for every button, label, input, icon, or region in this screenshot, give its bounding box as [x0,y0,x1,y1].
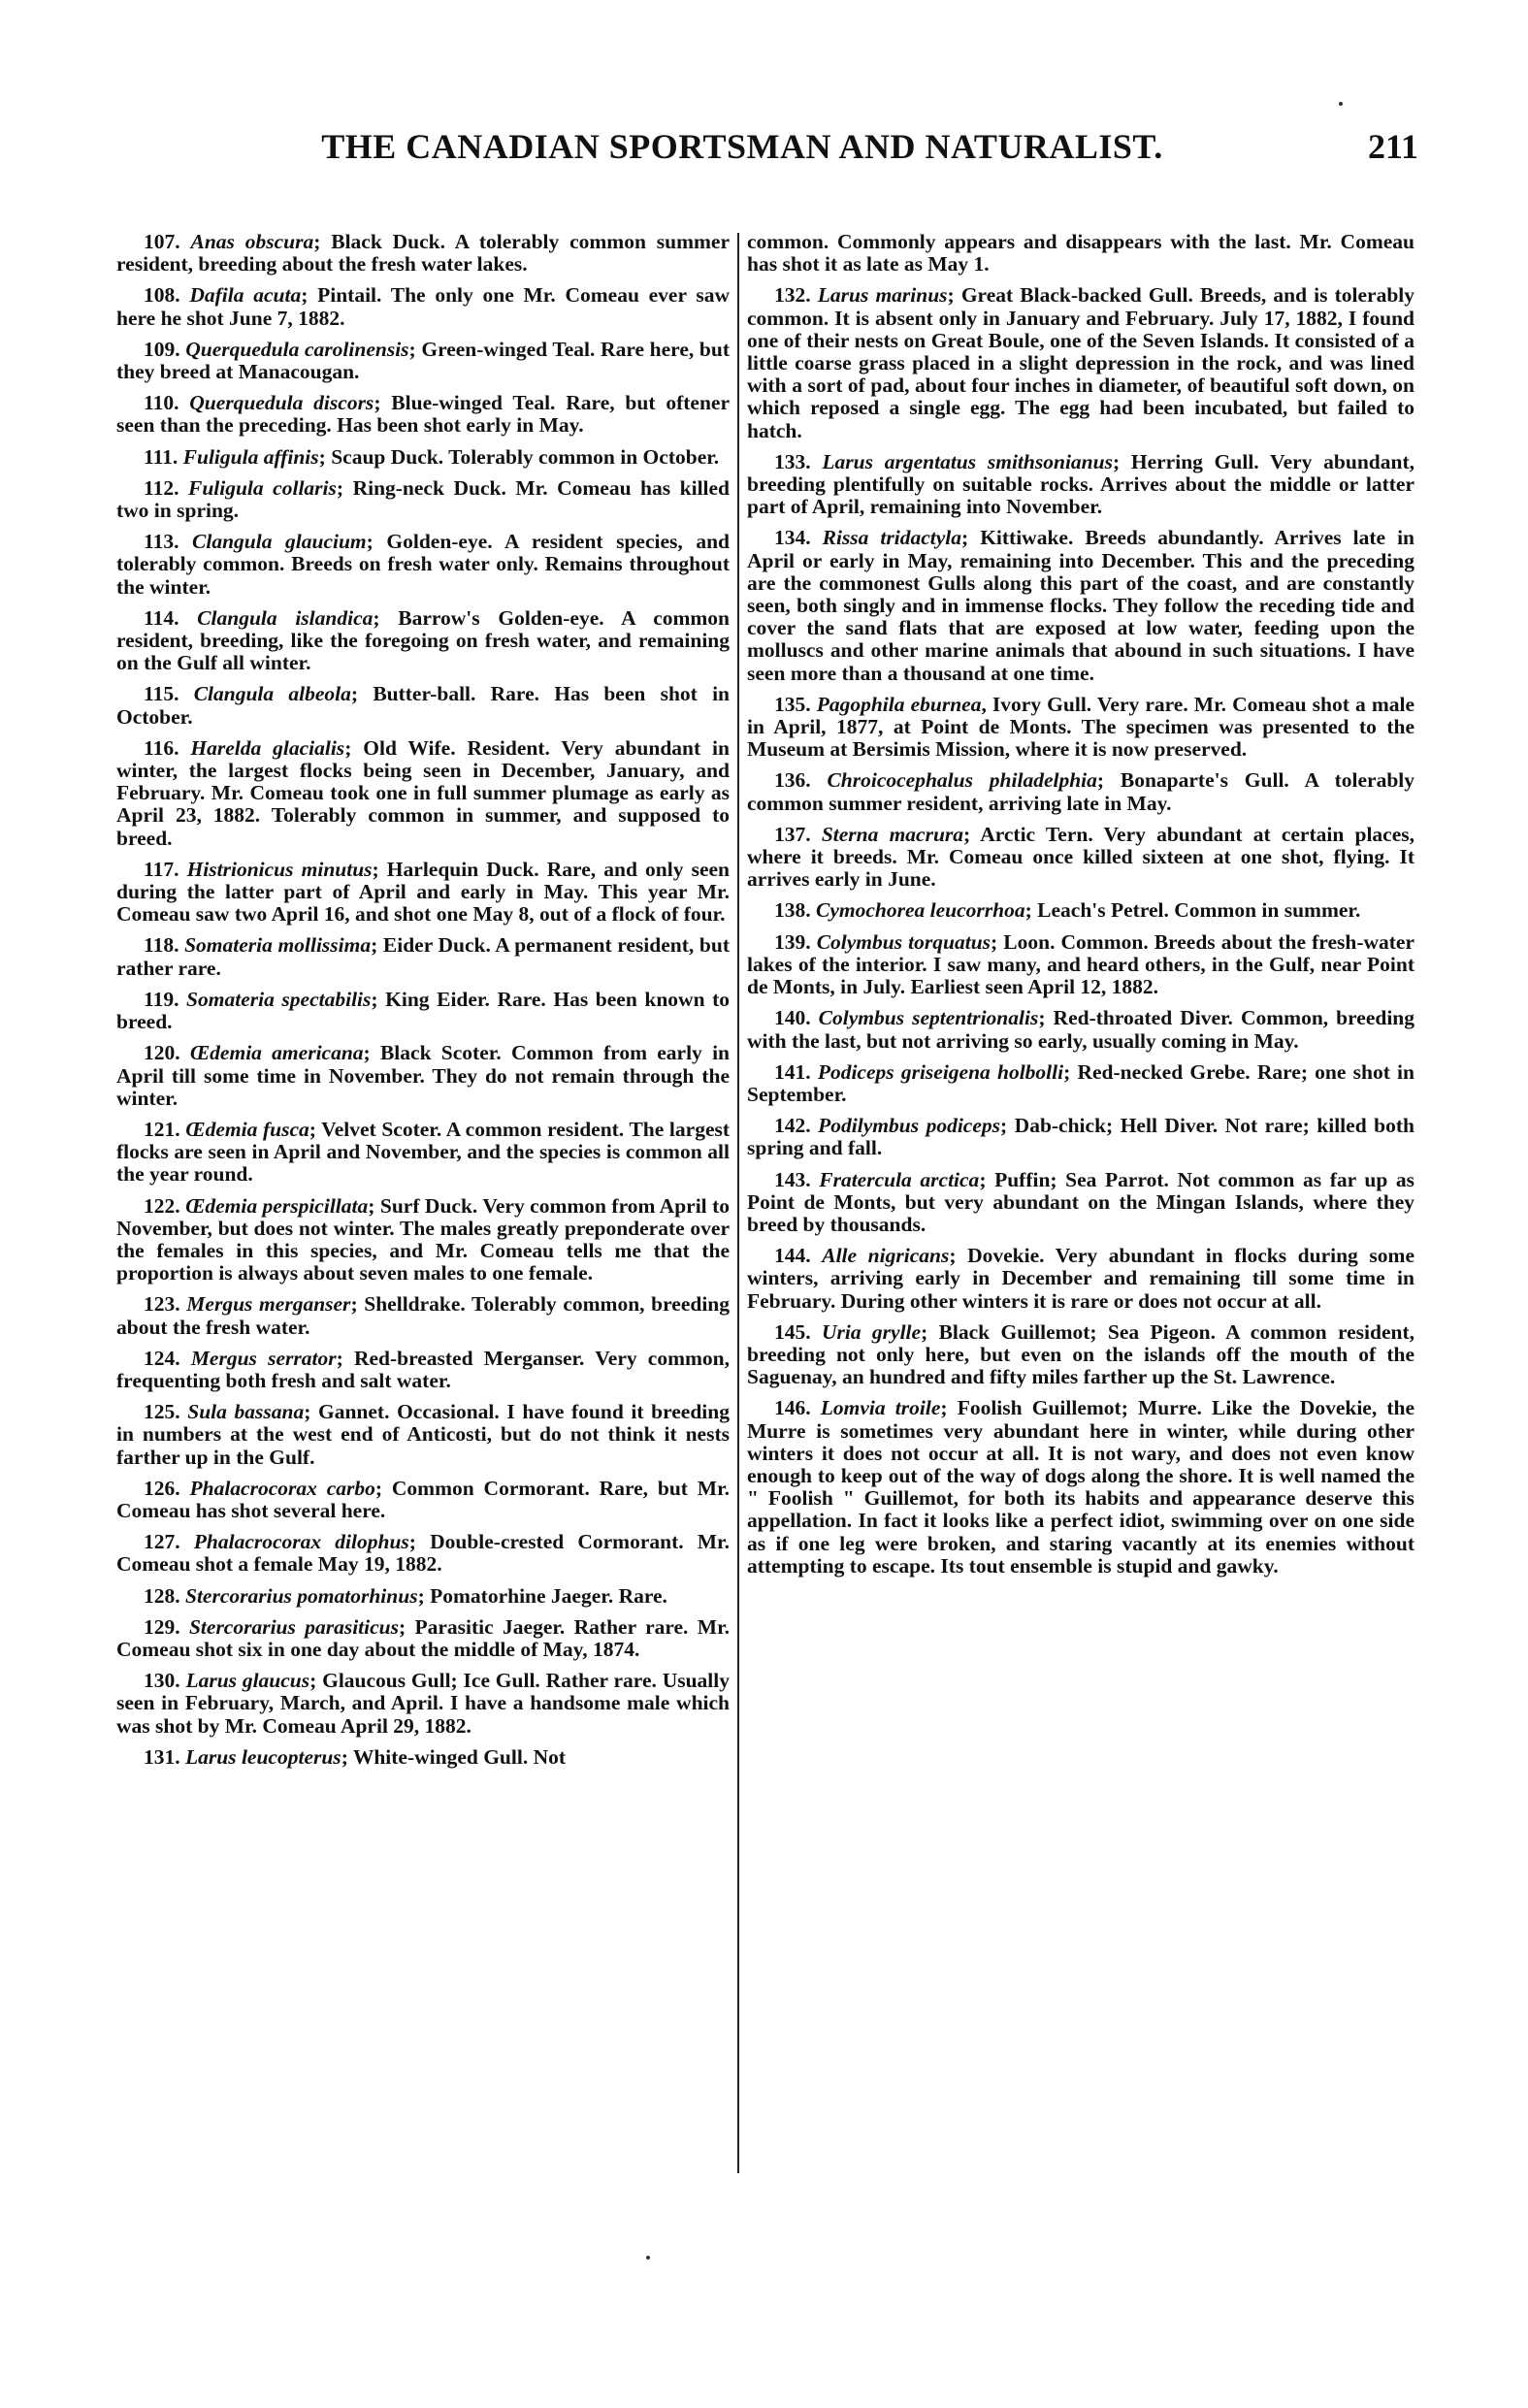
entry-number: 123. [144,1292,180,1317]
entry-text: ; Harlequin Duck. Rare, and only seen during the latter part of April and early in May. This year Mr. Comeau saw two April 16, and shot one May 8, out of a flock of four. [116,857,730,927]
species-entry [747,931,1414,999]
entry-number: 128. [144,1583,180,1608]
entry-number: 109. [144,337,180,361]
species-entry [116,1119,730,1187]
entry-number: 137. [774,822,811,846]
entry-text: ; Eider Duck. A permanent resident, but rather rare. [116,933,730,980]
species-name: Phalacrocorax dilophus [193,1530,409,1554]
entry-text: common. Commonly appears and disappears with the last. Mr. Comeau has shot it as late as May 1. [747,230,1414,277]
print-speck [646,2256,650,2260]
entry-text: ; Foolish Guillemot; Murre. Like the Dovekie, the Murre is sometimes very abundant here in winter, while during other winters it does not occur at all. It is not wary, and does not even know enough to keep out of the way of dogs along the shore. It is well named the " Foolish " Guillemot, for both its habits and appearance deserve this appellation. In fact it looks like a perfect idiot, swimming over on one side as if one leg were broken, and staring vacantly at its enemies without attempting to escape. Its tout ensemble is stupid and gawky. [747,1396,1415,1578]
entry-text: ; Red-throated Diver. Common, breeding with the last, but not arriving so early, usually coming in May. [747,1006,1415,1053]
entry-number: 134. [774,526,811,550]
species-entry [747,1115,1414,1159]
species-entry [116,1293,730,1338]
entry-text: ; Dovekie. Very abundant in flocks during some winters, arriving early in December and remaining till some time in February. During other winters it is rare or does not occur at all. [747,1244,1414,1313]
species-name: Mergus serrator [190,1346,337,1370]
species-name: Colymbus torquatus [816,929,992,954]
entry-number: 116. [144,735,179,760]
entry-text: ; Pintail. The only one Mr. Comeau ever saw here he shot June 7, 1882. [116,283,731,330]
species-name: Sterna macrura [821,822,964,846]
species-entry [116,934,730,979]
entry-number: 136. [774,768,811,793]
species-name: Podiceps griseigena holbolli [817,1059,1064,1084]
species-entry [116,531,730,599]
species-entry [116,446,730,469]
species-name: Fuligula collaris [187,475,337,500]
entry-text: ; Leach's Petrel. Common in summer. [1024,898,1361,923]
species-name: Querquedula carolinensis [185,337,409,361]
species-name: Larus argentatus smithsonianus [822,449,1113,473]
entry-text: ; Ring-neck Duck. Mr. Comeau has killed two in spring. [116,475,731,523]
entry-text: ; Arctic Tern. Very abundant at certain places, where it breeds. Mr. Comeau once killed sixteen at one shot, flying. It arrives early in June. [747,822,1414,892]
entry-text: ; Scaup Duck. Tolerably common in October. [318,444,720,469]
species-name: Clangula albeola [193,682,351,706]
entry-text: ; Double-crested Cormorant. Mr. Comeau shot a female May 19, 1882. [116,1530,730,1577]
species-name: Harelda glacialis [190,735,345,760]
species-name: Rissa tridactyla [822,526,962,550]
species-entry [747,527,1414,684]
species-entry [116,231,730,276]
species-name: Histrionicus minutus [186,857,373,881]
right-column [747,231,1414,1586]
entry-text: ; Golden-eye. A resident species, and tolerably common. Breeds on fresh water only. Remains throughout the winter. [116,530,730,599]
entry-text: ; Black Duck. A tolerably common summer resident, breeding about the fresh water lakes. [116,230,731,277]
species-entry [116,1585,730,1608]
species-name: Larus glaucus [185,1669,310,1693]
entry-number: 130. [144,1669,180,1693]
entry-number: 114. [144,605,179,630]
entry-text: ; Velvet Scoter. A common resident. The largest flocks are seen in April and November, and the species is common all the year round. [116,1117,731,1187]
species-name: Somateria mollissima [184,933,372,958]
species-entry [116,683,730,728]
entry-number: 126. [144,1476,180,1500]
species-name: Mergus merganser [186,1292,351,1317]
entry-number: 142. [774,1114,811,1138]
entry-text: ; Loon. Common. Breeds about the fresh-water lakes of the interior. I saw many, and heard others, in the Gulf, near Point de Monts, in July. Earliest seen April 12, 1882. [747,929,1414,999]
entry-text: ; King Eider. Rare. Has been known to breed. [116,987,731,1034]
species-entry [116,1616,730,1661]
entry-number: 108. [144,283,180,308]
species-entry [116,1348,730,1392]
species-entry [116,989,730,1033]
entry-number: 133. [774,449,811,473]
species-entry [747,284,1414,441]
entry-text: ; Great Black-backed Gull. Breeds, and is tolerably common. It is absent only in January and February. July 17, 1882, I found one of their nests on Great Boule, one of the Seven Islands. It consisted of a little coarse grass placed in a slight depression in the rock, and was lined with a sort of pad, about four inches in diameter, of beautiful soft down, on which reposed a single egg. The egg had been incubated, but failed to hatch. [747,283,1415,442]
entry-number: 135. [774,692,811,716]
entry-text: ; Parasitic Jaeger. Rather rare. Mr. Comeau shot six in one day about the middle of May, 1874. [116,1614,731,1661]
species-entry [116,392,730,437]
entry-text: ; Kittiwake. Breeds abundantly. Arrives late in April or early in May, remaining into December. This and the preceding are the commonest Gulls along this part of the coast, and are constantly seen, both singly and in immense flocks. They follow the receding tide and cover the sand flats that are exposed at low water, feeding upon the molluscs and other marine animals that abound in such situations. I have seen more than a thousand at one time. [747,526,1414,685]
species-name: Somateria spectabilis [186,987,372,1011]
species-name: Dafila acuta [189,283,302,308]
species-name: Podilymbus podiceps [818,1114,1000,1138]
species-entry [747,899,1414,922]
entry-number: 146. [774,1396,811,1420]
species-name: Larus marinus [817,283,948,308]
entry-number: 119. [144,987,179,1011]
species-name: Clangula glaucium [192,530,367,554]
species-entry [116,339,730,383]
entry-text: ; Gannet. Occasional. I have found it breeding in numbers at the west end of Anticosti, but do not think it nests farther up in the Gulf. [116,1400,730,1469]
page-header [0,126,1528,194]
entry-number: 118. [144,933,179,958]
species-name: Fuligula affinis [182,444,319,469]
entry-number: 113. [144,530,179,554]
entry-text: ; Black Scoter. Common from early in April till some time in November. They do not remain through the winter. [116,1041,731,1110]
species-name: Colymbus septentrionalis [818,1006,1039,1030]
species-name: Pagophila eburnea [816,692,982,716]
entry-number: 139. [774,929,811,954]
species-entry [747,1245,1414,1313]
species-name: Uria grylle [821,1319,922,1344]
species-name: Phalacrocorax carbo [189,1476,375,1500]
species-entry [116,737,730,850]
species-entry [116,1042,730,1110]
entry-text: ; Green-winged Teal. Rare here, but they breed at Manacougan. [116,337,730,384]
species-entry [747,1397,1414,1578]
species-name: Anas obscura [190,230,314,253]
species-name: Larus leucopterus [185,1744,341,1769]
species-name: Stercorarius pomatorhinus [185,1583,418,1608]
entry-number: 107. [144,230,180,253]
entry-text: ; Black Guillemot; Sea Pigeon. A common resident, breeding not only here, but even on the islands off the mouth of the Saguenay, an hundred and fifty miles farther up the St. Lawrence. [747,1319,1414,1389]
entry-number: 120. [144,1041,180,1065]
species-name: Alle nigricans [822,1244,950,1268]
entry-text: ; Bonaparte's Gull. A tolerably common summer resident, arriving late in May. [747,768,1415,815]
species-entry [116,1195,730,1285]
entry-number: 141. [774,1059,811,1084]
entry-number: 138. [774,898,811,923]
entry-number: 145. [774,1319,811,1344]
column-divider [737,233,739,2173]
entry-text: ; White-winged Gull. Not [341,1744,567,1769]
entry-text: ; Blue-winged Teal. Rare, but oftener seen than the preceding. Has been shot early in May. [116,391,730,438]
species-entry [747,1007,1414,1052]
entry-number: 127. [144,1530,180,1554]
species-entry [747,769,1414,814]
species-entry [116,284,730,329]
entry-text: ; Red-necked Grebe. Rare; one shot in September. [747,1059,1414,1106]
species-entry [116,607,730,675]
entry-number: 131. [144,1744,180,1769]
species-entry [116,1670,730,1738]
entry-text: ; Shelldrake. Tolerably common, breeding about the fresh water. [116,1292,731,1339]
entry-text: ; Pomatorhine Jaeger. Rare. [417,1583,667,1608]
entry-text: ; Barrow's Golden-eye. A common resident, breeding, like the foregoing on fresh water, and remaining on the Gulf all winter. [116,605,731,675]
species-entry [747,824,1414,892]
species-name: Chroicocephalus philadelphia [827,768,1097,793]
entry-text: ; Puffin; Sea Parrot. Not common as far up as Point de Monts, but very abundant on the Mingan Islands, where they breed by thousands. [747,1167,1415,1236]
entry-text: ; Herring Gull. Very abundant, breeding plentifully on suitable rocks. Arrives about the middle or latter part of April, remaining into November. [747,449,1415,519]
species-entry [747,231,1414,276]
entry-number: 110. [144,391,179,415]
running-title: THE CANADIAN SPORTSMAN AND NATURALIST. [321,127,1163,166]
species-entry [116,1478,730,1522]
entry-text: ; Common Cormorant. Rare, but Mr. Comeau has shot several here. [116,1476,731,1522]
entry-number: 122. [144,1193,180,1218]
entry-text: ; Surf Duck. Very common from April to November, but does not winter. The males greatly preponderate over the females in this species, and Mr. Comeau tells me that the proportion is always about seven males to one female. [116,1193,730,1285]
species-entry [116,1531,730,1576]
species-entry [747,1169,1414,1237]
entry-number: 144. [774,1244,811,1268]
species-entry [116,1401,730,1469]
entry-text: ; Dab-chick; Hell Diver. Not rare; killed both spring and fall. [747,1114,1414,1160]
print-speck [1339,102,1343,106]
species-entry [116,477,730,522]
entry-number: 124. [144,1346,180,1370]
entry-number: 117. [144,857,179,881]
species-name: Œdemia fusca [185,1117,309,1141]
entry-number: 112. [144,475,179,500]
species-entry [747,1321,1414,1389]
species-entry [747,694,1414,762]
entry-number: 129. [144,1614,180,1639]
species-name: Lomvia troile [820,1396,941,1420]
species-entry [116,859,730,927]
entry-number: 121. [144,1117,180,1141]
species-name: Querquedula discors [189,391,374,415]
entry-text: ; Old Wife. Resident. Very abundant in winter, the largest flocks being seen in December, January, and February. Mr. Comeau took one in full summer plumage as early as April 23, 1882. Tolerably common in summer, and supposed to breed. [116,735,730,850]
entry-number: 143. [774,1167,811,1191]
species-name: Clangula islandica [197,605,374,630]
species-name: Stercorarius parasiticus [188,1614,399,1639]
species-entry [747,1061,1414,1106]
species-name: Fratercula arctica [819,1167,980,1191]
entry-number: 111. [144,444,179,469]
entry-number: 125. [144,1400,180,1424]
species-name: Œdemia perspicillata [185,1193,369,1218]
entry-text: , Ivory Gull. Very rare. Mr. Comeau shot a male in April, 1877, at Point de Monts. The specimen was presented to the Museum at Bersimis Mission, where it is now preserved. [747,692,1414,762]
entry-number: 132. [774,283,811,308]
species-entry [747,451,1414,519]
entry-number: 115. [144,682,179,706]
entry-number: 140. [774,1006,811,1030]
species-name: Cymochorea leucorrhoa [816,898,1025,923]
page-number: 211 [1368,127,1419,166]
entry-text: ; Red-breasted Merganser. Very common, frequenting both fresh and salt water. [116,1346,730,1392]
left-column [116,231,730,1777]
species-name: Sula bassana [187,1400,305,1424]
species-name: Œdemia americana [189,1041,364,1065]
species-entry [116,1746,730,1769]
entry-text: ; Glaucous Gull; Ice Gull. Rather rare. Usually seen in February, March, and April. I have a handsome male which was shot by Mr. Comeau April 29, 1882. [116,1669,730,1738]
entry-text: ; Butter-ball. Rare. Has been shot in October. [116,682,731,729]
